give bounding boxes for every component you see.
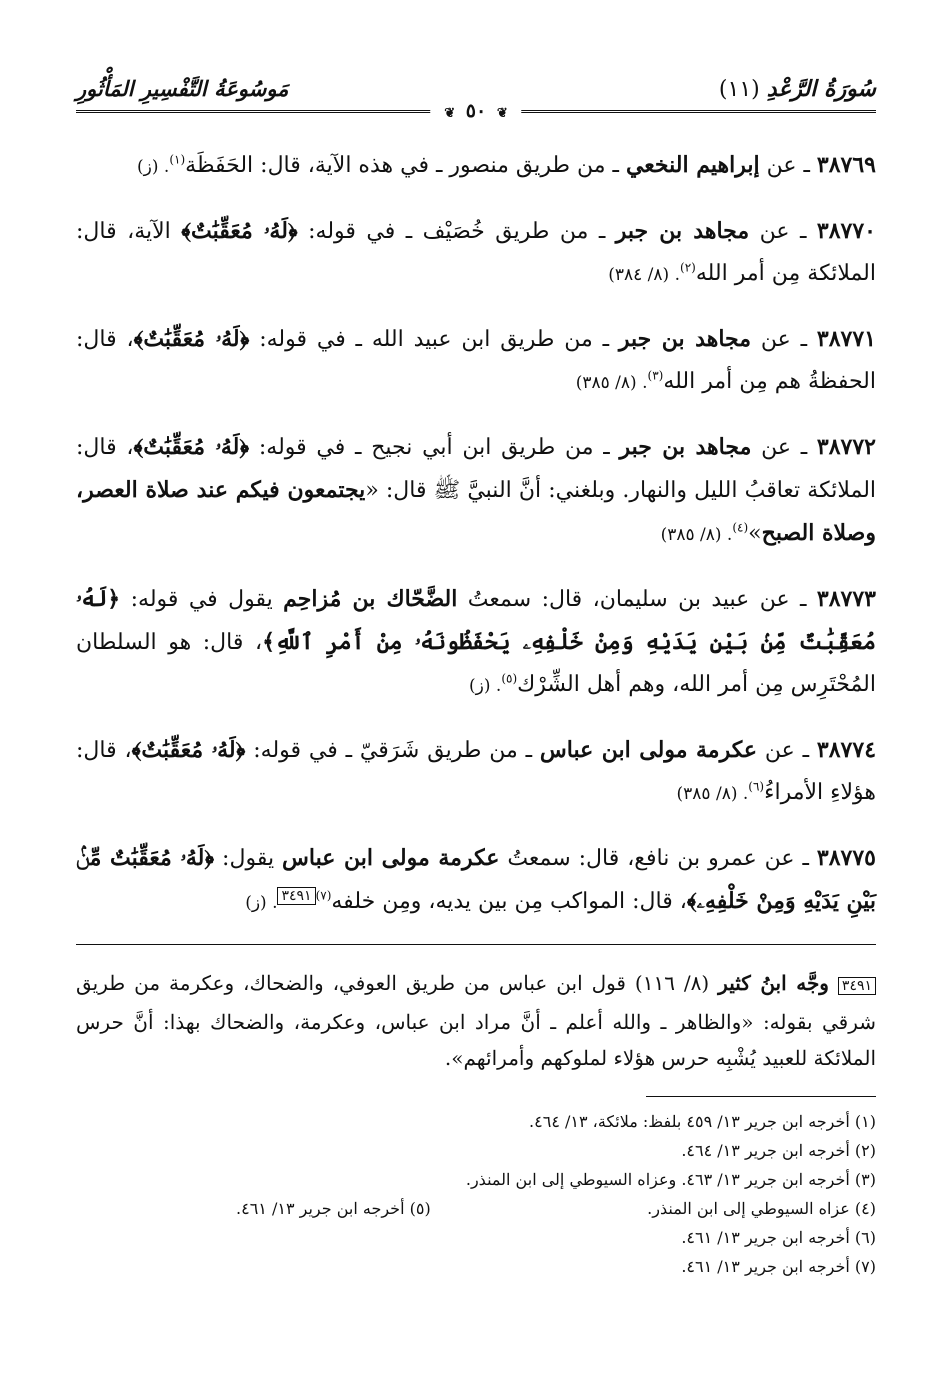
footnote-1: (١) أخرجه ابن جرير ١٣/ ٤٥٩ بلفظ: ملائكة، ١٣/ ٤٦٤.	[529, 1112, 876, 1131]
footnote-4: (٤) عزاه السيوطي إلى ابن المنذر.	[647, 1199, 876, 1218]
footnote-2: (٢) أخرجه ابن جرير ١٣/ ٤٦٤.	[681, 1141, 876, 1160]
quran-quote: ﴿لَهُۥ مُعَقِّبَٰتٌ﴾	[181, 218, 298, 244]
footnote-divider	[646, 1096, 876, 1097]
footnote-marker[interactable]: (٢)	[680, 260, 696, 275]
entry-38771: ٣٨٧٧١ ـ عن مجاهد بن جبر ـ من طريق ابن عبيد الله ـ في قوله: ﴿لَهُۥ مُعَقِّبَٰتٌ﴾، قال: الحفظةُ هم مِن أمر الله$^{(٣)}$. (٨/ ٣٨٥)	[76, 326, 876, 394]
narrator: مجاهد بن جبر	[615, 218, 750, 244]
footnote-marker[interactable]: (٤)	[732, 520, 749, 535]
narrator: مجاهد بن جبر	[618, 326, 752, 352]
entry-38770: ٣٨٧٧٠ ـ عن مجاهد بن جبر ـ من طريق خُصَيْف ـ في قوله: ﴿لَهُۥ مُعَقِّبَٰتٌ﴾ الآية، قال: الملائكة مِن أمر الله$^{(٢)}$. (٨/ ٣٨٤)	[76, 218, 876, 286]
page-number: ❦ ٥٠ ❦	[430, 100, 521, 122]
footnote-marker[interactable]: (٧)	[315, 888, 332, 903]
narrator: إبراهيم النخعي	[625, 152, 760, 178]
main-text	[76, 144, 876, 924]
running-header	[76, 70, 876, 122]
quran-quote: ﴿لَهُۥ مُعَقِّبَٰتٌ مِّنۢ بَيْنِ يَدَيْهِ وَمِنْ خَلْفِهِۦ﴾	[76, 845, 876, 914]
entry-38769: ٣٨٧٦٩ ـ عن إبراهيم النخعي ـ من طريق منصور ـ في هذه الآية، قال: الحَفَظَة$^{(١)}$. (ز)	[137, 152, 876, 178]
note-divider	[76, 944, 876, 945]
entry-38775: ٣٨٧٧٥ ـ عن عمرو بن نافع، قال: سمعتُ عكرمة مولى ابن عباس يقول: ﴿لَهُۥ مُعَقِّبَٰتٌ مِّنۢ بَيْنِ يَدَيْهِ وَمِنْ خَلْفِهِۦ﴾، قال: المواكب مِن بين يديه، ومِن خلفه$^{(٧)٣٤٩١}$. (ز)	[76, 845, 876, 914]
ornament-icon: ❦	[496, 106, 508, 121]
surah-title: سُورَةُ الرَّعْدِ	[766, 76, 876, 102]
footnote-3: (٣) أخرجه ابن جرير ١٣/ ٤٦٣. وعزاه السيوطي إلى ابن المنذر.	[465, 1170, 876, 1189]
entry-38772: ٣٨٧٧٢ ـ عن مجاهد بن جبر ـ من طريق ابن أبي نجيح ـ في قوله: ﴿لَهُۥ مُعَقِّبَٰتٌ﴾، قال: الملائكة تعاقبُ الليل والنهار. وبلغني: أنَّ النبيَّ ﷺ قال: «يجتمعون فيكم عند صلاة العصر، وصلاة الصبح»$^{(٤)}$. (٨/ ٣٨٥)	[76, 434, 877, 546]
header-surah	[719, 76, 876, 102]
footnote-7: (٧) أخرجه ابن جرير ١٣/ ٤٦١.	[681, 1257, 876, 1276]
footnote-marker[interactable]: (١)	[169, 152, 186, 167]
quran-quote: ﴿لَهُۥ مُعَقِّبَٰتٌ مِّنۢ بَيْنِ يَدَيْهِ وَمِنْ خَلْفِهِۦ يَحْفَظُونَهُۥ مِنْ أَمْرِ ٱللَّهِ﴾	[76, 586, 876, 655]
entry-38773: ٣٨٧٧٣ ـ عن عبيد بن سليمان، قال: سمعتُ الضَّحّاك بن مُزاحِم يقول في قوله: ﴿لَهُۥ مُعَقِّبَٰتٌ مِّنۢ بَيْنِ يَدَيْهِ وَمِنْ خَلْفِهِۦ يَحْفَظُونَهُۥ مِنْ أَمْرِ ٱللَّهِ﴾، قال: هو السلطان المُحْتَرِس مِن أمر الله، وهم أهل الشِّرْك$^{(٥)}$. (ز)	[76, 586, 876, 697]
note-number-box: ٣٤٩١	[838, 977, 876, 995]
narrator: الضَّحّاك بن مُزاحِم	[283, 586, 458, 612]
narrator: مجاهد بن جبر	[619, 434, 752, 460]
narrator: عكرمة مولى ابن عباس	[539, 737, 757, 763]
footnote-5: (٥) أخرجه ابن جرير ١٣/ ٤٦١.	[236, 1199, 431, 1218]
ornament-icon: ❦	[444, 106, 456, 121]
footnote-marker[interactable]: (٥)	[501, 671, 518, 686]
footnote-row	[236, 1194, 876, 1223]
entry-38774: ٣٨٧٧٤ ـ عن عكرمة مولى ابن عباس ـ من طريق شَرَقيّ ـ في قوله: ﴿لَهُۥ مُعَقِّبَٰتٌ﴾، قال: هؤلاءِ الأمراءُ$^{(٦)}$. (٨/ ٣٨٥)	[76, 737, 877, 805]
commentary-note: ٣٤٩١ وجَّه ابنُ كثير (٨/ ١١٦) قول ابن عباس من طريق العوفي، والضحاك، وعكرمة من طريق شرقي بقوله: «والظاهر ـ والله أعلم ـ أنَّ مراد ابن عباس، وعكرمة، والضحاك بهذا: أنَّ حرس الملائكة للعبيد يُشْبِه حرس هؤلاء لملوكهم وأمرائهم».	[76, 971, 876, 1070]
book-title: مَوسُوعَةُ التَّفْسِيرِ المَأْثُورِ	[76, 76, 289, 101]
verse-number: (١١)	[718, 77, 760, 102]
footnote-6: (٦) أخرجه ابن جرير ١٣/ ٤٦١.	[681, 1228, 876, 1247]
note-author: وجَّه ابنُ كثير	[718, 971, 829, 995]
quran-quote: ﴿لَهُۥ مُعَقِّبَٰتٌ﴾	[133, 326, 250, 352]
quran-quote: ﴿لَهُۥ مُعَقِّبَٰتٌ﴾	[133, 434, 250, 460]
footnote-marker[interactable]: (٣)	[647, 368, 664, 383]
footnotes	[76, 1107, 876, 1281]
footnote-marker[interactable]: (٦)	[748, 779, 765, 794]
narrator: عكرمة مولى ابن عباس	[282, 845, 500, 871]
quran-quote: ﴿لَهُۥ مُعَقِّبَٰتٌ﴾	[131, 737, 246, 763]
hadith-text: يجتمعون فيكم عند صلاة العصر، وصلاة الصبح	[76, 477, 876, 546]
page	[76, 70, 876, 1281]
note-reference-box[interactable]: ٣٤٩١	[277, 887, 315, 905]
